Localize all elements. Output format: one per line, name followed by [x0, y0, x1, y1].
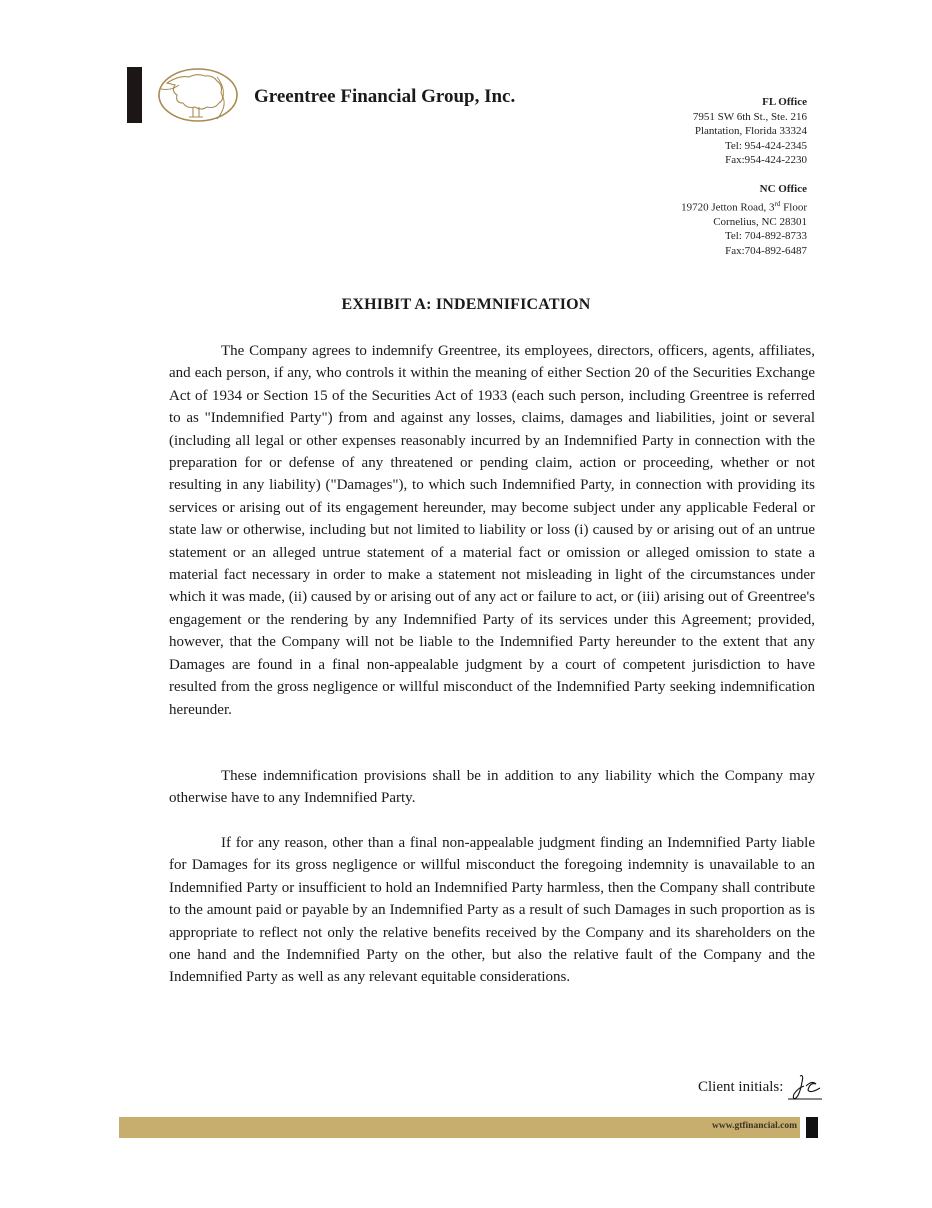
fl-office-block: [693, 95, 807, 168]
paragraph-contribution: If for any reason, other than a final non-appealable judgment finding an Indemnified Party liable for Damages for its gross negligence or willful misconduct the foregoing indemnity is unavailable to an Indemnified Party or insufficient to hold an Indemnified Party harmless, then the Company shall contribute to the amount paid or payable by an Indemnified Party as a result of such Damages in such proportion as is appropriate to reflect not only the relative benefits received by the Company and its shareholders on the one hand and the Indemnified Party on the other, but also the relative fault of the Company and the Indemnified Party as well as any relevant equitable considerations.: [169, 835, 815, 986]
nc-office-block: [681, 182, 807, 258]
fl-office-tel: Tel: 954-424-2345: [724, 139, 807, 152]
nc-office-fax: Fax:704-892-6487: [725, 244, 807, 257]
nc-address-ordinal: rd: [774, 199, 781, 208]
footer-gold-bar: [119, 1117, 800, 1138]
fl-office-fax: Fax:954-424-2230: [725, 154, 807, 166]
fl-office-address-line2: Plantation, Florida 33324: [694, 125, 807, 137]
fl-office-title: FL Office: [762, 96, 807, 108]
nc-address-floor: Floor: [780, 201, 807, 214]
document-title: EXHIBIT A: INDEMNIFICATION: [341, 296, 591, 313]
footer-website-link[interactable]: www.gtfinancial.com: [712, 1121, 797, 1131]
nc-office-title: NC Office: [759, 183, 807, 195]
client-initials-label: Client initials:: [698, 1079, 784, 1095]
tree-logo-icon: [157, 67, 239, 123]
header-accent-bar: [127, 67, 142, 123]
nc-office-address-line1: [681, 197, 807, 215]
nc-office-tel: Tel: 704-892-8733: [724, 230, 807, 243]
paragraph-indemnification: The Company agrees to indemnify Greentree, its employees, directors, officers, agents, affiliates, and each person, if any, who controls it within the meaning of either Section 20 of the Securities Exchange Act of 1934 or Section 15 of the Securities Act of 1933 (each such person, including Greentree is referred to as "Indemnified Party") from and against any losses, claims, damages and liabilities, joint or several (including all legal or other expenses reasonably incurred by an Indemnified Party in connection with the preparation for or defense of any threatened or pending claim, action or proceeding, whether or not resulting in any liability) ("Damages"), to which such Indemnified Party, in connection with providing its services or arising out of its engagement hereunder, may become subject under any applicable Federal or state law or otherwise, including but not limited to liability or loss (i) caused by or arising out of an untrue statement or an alleged untrue statement of a material fact or omission or alleged omission to state a material fact necessary in order to make a statement not misleading in light of the circumstances under which it was made, (ii) caused by or arising out of any act or failure to act, or (iii) arising out of Greentree's engagement or the rendering by any Indemnified Party of its services under this Agreement; provided, however, that the Company will not be liable to the Indemnified Party hereunder to the extent that any Damages are found in a final non-appealable judgment by a court of competent jurisdiction to have resulted from the gross negligence or willful misconduct of the Indemnified Party seeking indemnification hereunder.: [169, 343, 815, 718]
paragraph-additional-liability: These indemnification provisions shall be in addition to any liability which the Company may otherwise have to any Indemnified Party.: [169, 768, 815, 807]
nc-address-text: 19720 Jetton Road, 3: [681, 201, 775, 214]
fl-office-address-line1: 7951 SW 6th St., Ste. 216: [692, 110, 807, 123]
nc-office-address-line2: Cornelius, NC 28301: [713, 215, 807, 228]
footer-accent-block: [806, 1117, 818, 1138]
signature-initials-icon: [788, 1072, 824, 1106]
company-name: Greentree Financial Group, Inc.: [254, 86, 516, 107]
